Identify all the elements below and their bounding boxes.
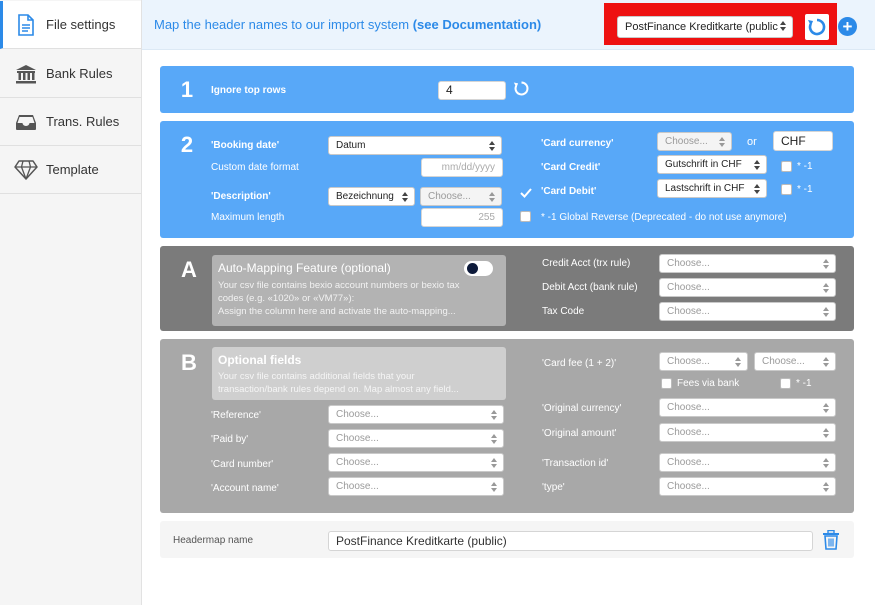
type-label: 'type' — [542, 482, 565, 493]
header-instruction: Map the header names to our import system (see Documentation) — [154, 17, 542, 32]
preset-select[interactable]: PostFinance Kreditkarte (public — [617, 16, 793, 38]
optional-fields-description: Your csv file contains additional fields that your transaction/bank rules depend on. Map almost any field... — [218, 371, 459, 395]
booking-date-select[interactable]: Datum — [328, 136, 502, 155]
transaction-id-label: 'Transaction id' — [542, 458, 609, 469]
credit-invert-checkbox[interactable] — [781, 161, 792, 172]
original-amount-label: 'Original amount' — [542, 428, 617, 439]
card-debit-select[interactable]: Lastschrift in CHF — [657, 179, 767, 198]
ignore-rows-input[interactable]: 4 — [438, 81, 506, 100]
debit-acct-select[interactable]: Choose... — [659, 278, 836, 297]
refresh-icon — [807, 17, 827, 37]
diamond-icon — [14, 158, 38, 182]
custom-date-label: Custom date format — [211, 162, 299, 173]
card-number-label: 'Card number' — [211, 459, 274, 470]
credit-acct-select[interactable]: Choose... — [659, 254, 836, 273]
card-fee-select-1[interactable]: Choose... — [659, 352, 748, 371]
card-number-select[interactable]: Choose... — [328, 453, 504, 472]
transaction-id-select[interactable]: Choose... — [659, 453, 836, 472]
sidebar-item-trans-rules[interactable] — [0, 98, 141, 146]
global-reverse-checkbox[interactable] — [520, 211, 531, 222]
add-headermap-button[interactable] — [838, 17, 857, 36]
card-currency-label: 'Card currency' — [541, 138, 614, 149]
headermap-name-input[interactable]: PostFinance Kreditkarte (public) — [328, 531, 813, 551]
section-ignore-rows — [160, 66, 854, 113]
bank-icon — [14, 62, 38, 86]
max-length-label: Maximum length — [211, 212, 285, 223]
description-select-secondary[interactable]: Choose... — [420, 187, 502, 206]
reset-rows-icon[interactable] — [513, 80, 530, 102]
headermap-name-row — [160, 521, 854, 558]
sidebar-item-label: Trans. Rules — [46, 114, 120, 129]
card-currency-select[interactable]: Choose... — [657, 132, 732, 151]
paid-by-label: 'Paid by' — [211, 434, 249, 445]
sidebar-item-file-settings[interactable] — [0, 1, 141, 49]
fee-invert-checkbox[interactable] — [780, 378, 791, 389]
documentation-link[interactable]: (see Documentation) — [412, 17, 542, 32]
card-debit-label: 'Card Debit' — [541, 186, 597, 197]
section-auto-mapping — [160, 246, 854, 331]
tax-code-label: Tax Code — [542, 306, 585, 317]
auto-mapping-toggle[interactable] — [464, 261, 493, 276]
credit-invert-label: * -1 — [797, 161, 813, 172]
sidebar-item-template[interactable] — [0, 146, 141, 194]
section-letter: B — [181, 350, 197, 375]
original-amount-select[interactable]: Choose... — [659, 423, 836, 442]
description-label: 'Description' — [211, 191, 271, 202]
sidebar-item-label: Bank Rules — [46, 66, 113, 81]
optional-fields-title: Optional fields — [218, 353, 302, 367]
document-icon — [14, 13, 38, 37]
section-number: 1 — [180, 77, 194, 102]
fee-invert-label: * -1 — [796, 378, 812, 389]
booking-date-label: 'Booking date' — [211, 140, 280, 151]
description-select[interactable]: Bezeichnung — [328, 187, 415, 206]
checkmark-icon — [519, 186, 533, 200]
debit-acct-label: Debit Acct (bank rule) — [542, 282, 638, 293]
global-reverse-label: * -1 Global Reverse (Deprecated - do not use anymore) — [541, 212, 787, 223]
trash-icon — [822, 530, 840, 550]
original-currency-select[interactable]: Choose... — [659, 398, 836, 417]
headermap-name-label: Headermap name — [173, 535, 254, 546]
sidebar — [0, 0, 142, 605]
auto-mapping-description: Your csv file contains bexio account numbers or bexio tax codes (e.g. «1020» or «VM77»): Assign the column here and activate the auto-mapping... — [218, 280, 460, 317]
sidebar-item-label: Template — [46, 162, 99, 177]
section-optional-fields — [160, 339, 854, 513]
plus-icon: + — [842, 17, 853, 36]
reference-label: 'Reference' — [211, 410, 261, 421]
fees-via-bank-checkbox[interactable] — [661, 378, 672, 389]
sidebar-item-label: File settings — [46, 17, 116, 32]
auto-mapping-card — [212, 255, 506, 326]
debit-invert-checkbox[interactable] — [781, 184, 792, 195]
card-fee-select-2[interactable]: Choose... — [754, 352, 836, 371]
account-name-select[interactable]: Choose... — [328, 477, 504, 496]
sidebar-item-bank-rules[interactable] — [0, 50, 141, 98]
account-name-label: 'Account name' — [211, 483, 279, 494]
section-letter: A — [181, 257, 197, 282]
or-text: or — [747, 136, 757, 148]
credit-acct-label: Credit Acct (trx rule) — [542, 258, 631, 269]
ignore-rows-label: Ignore top rows — [211, 85, 286, 96]
tax-code-select[interactable]: Choose... — [659, 302, 836, 321]
type-select[interactable]: Choose... — [659, 477, 836, 496]
reference-select[interactable]: Choose... — [328, 405, 504, 424]
debit-invert-label: * -1 — [797, 184, 813, 195]
delete-headermap-button[interactable] — [822, 530, 840, 555]
optional-fields-card — [212, 347, 506, 400]
section-core-mapping — [160, 121, 854, 238]
auto-mapping-title: Auto-Mapping Feature (optional) — [218, 261, 391, 275]
fees-via-bank-label: Fees via bank — [677, 378, 740, 389]
reload-button[interactable] — [805, 14, 829, 40]
custom-date-input[interactable]: mm/dd/yyyy — [421, 158, 503, 177]
inbox-tray-icon — [14, 110, 38, 134]
currency-input[interactable]: CHF — [773, 131, 833, 151]
section-number: 2 — [180, 132, 194, 157]
paid-by-select[interactable]: Choose... — [328, 429, 504, 448]
max-length-input[interactable]: 255 — [421, 208, 503, 227]
card-credit-select[interactable]: Gutschrift in CHF — [657, 155, 767, 174]
original-currency-label: 'Original currency' — [542, 403, 622, 414]
card-fee-label: 'Card fee (1 + 2)' — [542, 358, 617, 369]
card-credit-label: 'Card Credit' — [541, 162, 601, 173]
description-checkbox[interactable] — [519, 186, 533, 200]
